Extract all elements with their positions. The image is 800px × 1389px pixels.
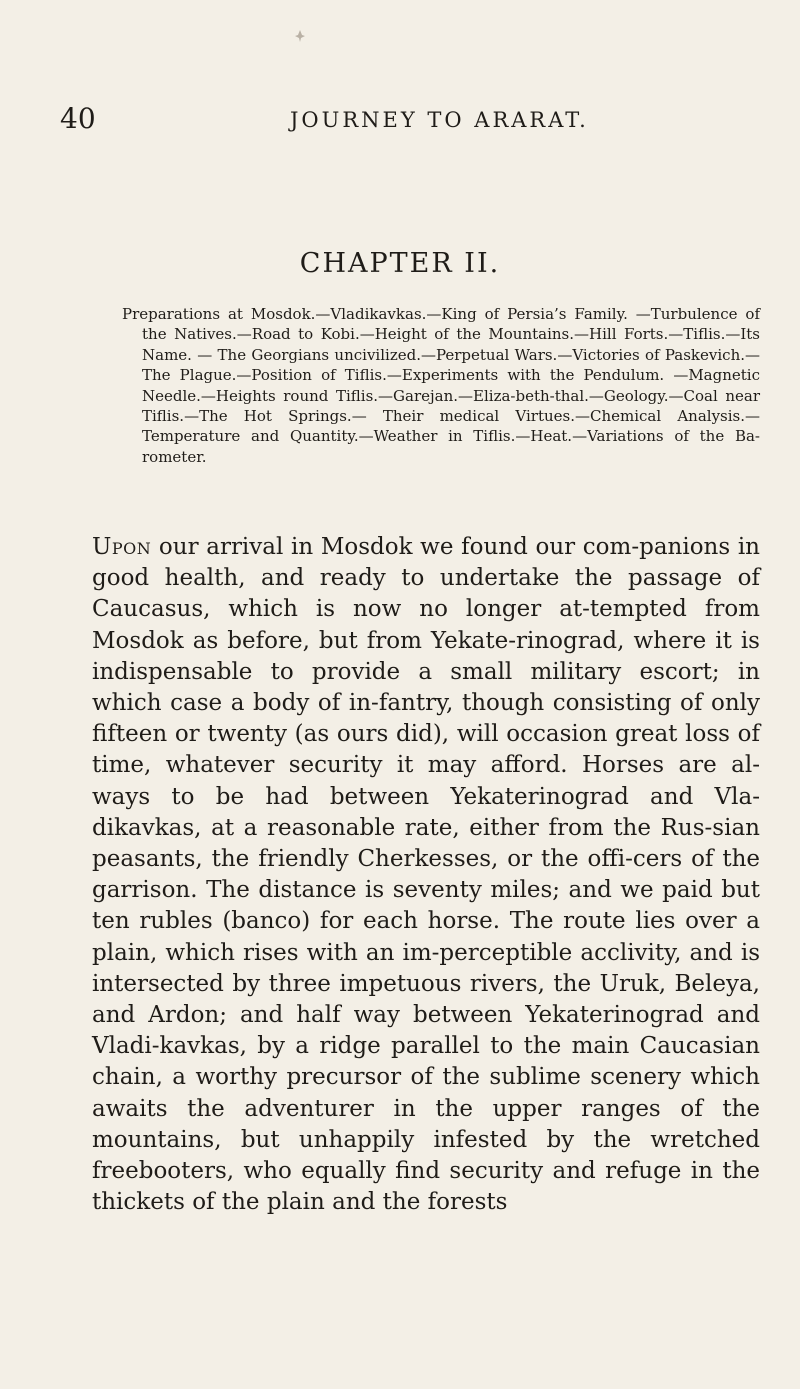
ink-smudge-mark bbox=[295, 30, 305, 42]
body-paragraph bbox=[92, 532, 760, 1218]
chapter-title: CHAPTER II. bbox=[299, 248, 501, 279]
page-number: 40 bbox=[60, 102, 96, 135]
paragraph-text: our arrival in Mosdok we found our com-panions in good health, and ready to undertake the passage of Caucasus, which is now no longer at-tempted from Mosdok as before, but from Yekate-rinograd, where it is indispensable to provide a small military escort; in which case a body of in-fantry, though consisting of only fifteen or twenty (as ours did), will occasion great loss of time, whatever security it may afford. Horses are al-ways to be had between Yekaterinograd and Vla-dikavkas, at a reasonable rate, either from the Rus-sian peasants, the friendly Cherkesses, or the offi-cers of the garrison. The distance is seventy miles; and we paid but ten rubles (banco) for each horse. The route lies over a plain, which rises with an im-perceptible acclivity, and is intersected by three impetuous rivers, the Uruk, Beleya, and Ardon; and half way between Yekaterinograd and Vladi-kavkas, by a ridge parallel to the main Caucasian chain, a worthy precursor of the sublime scenery which awaits the adventurer in the upper ranges of the mountains, but unhappily infested by the wretched freebooters, who equally find security and refuge in the thickets of the plain and the forests bbox=[92, 534, 760, 1216]
chapter-synopsis: Preparations at Mosdok.—Vladikavkas.—King of Persia’s Family. —Turbulence of the Natives.—Road to Kobi.—Height of the Mountains.—Hill Forts.—Tiflis.—Its Name. — The Georgians uncivilized.—Perpetual Wars.—Victories of Paskevich.—The Plague.—Position of Tiflis.—Experiments with the Pendulum. —Magnetic Needle.—Heights round Tiflis.—Garejan.—Eliza-beth-thal.—Geology.—Coal near Tiflis.—The Hot Springs.— Their medical Virtues.—Chemical Analysis.—Temperature and Quantity.—Weather in Tiflis.—Heat.—Variations of the Ba-rometer. bbox=[122, 305, 760, 466]
running-head bbox=[60, 104, 750, 134]
paragraph-lead-word: Upon bbox=[92, 534, 152, 560]
running-title: JOURNEY TO ARARAT. bbox=[290, 108, 589, 132]
